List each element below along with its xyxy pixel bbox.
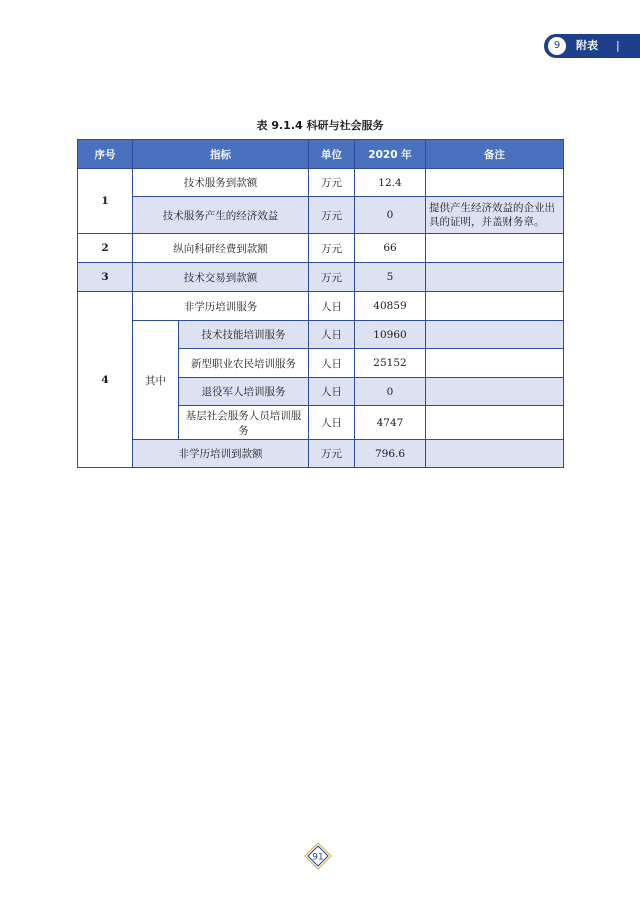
- table-row: [78, 197, 564, 234]
- header-year: 2020 年: [355, 140, 426, 169]
- unit-cell: 人日: [309, 321, 355, 349]
- header-indicator: 指标: [133, 140, 309, 169]
- header-seq: 序号: [78, 140, 133, 169]
- note-cell: [426, 440, 564, 468]
- seq-cell: 2: [78, 234, 133, 263]
- indicator-cell: 技术技能培训服务: [179, 321, 309, 349]
- unit-cell: 万元: [309, 197, 355, 234]
- unit-cell: 人日: [309, 349, 355, 378]
- value-cell: 5: [355, 263, 426, 292]
- note-cell: 提供产生经济效益的企业出具的证明，并盖财务章。: [426, 197, 564, 234]
- indicator-cell: 技术交易到款额: [133, 263, 309, 292]
- table-row: [78, 263, 564, 292]
- value-cell: 40859: [355, 292, 426, 321]
- value-cell: 12.4: [355, 169, 426, 197]
- note-cell: [426, 234, 564, 263]
- unit-cell: 人日: [309, 406, 355, 440]
- chapter-number-badge: 9: [548, 37, 566, 55]
- indicator-cell: 非学历培训服务: [133, 292, 309, 321]
- chapter-tab: [544, 34, 640, 58]
- group-label-cell: 其中: [133, 321, 179, 440]
- note-cell: [426, 378, 564, 406]
- indicator-cell: 纵向科研经费到款额: [133, 234, 309, 263]
- table-header-row: [78, 140, 564, 169]
- value-cell: 10960: [355, 321, 426, 349]
- note-cell: [426, 321, 564, 349]
- value-cell: 66: [355, 234, 426, 263]
- unit-cell: 人日: [309, 378, 355, 406]
- value-cell: 0: [355, 197, 426, 234]
- seq-cell: 4: [78, 292, 133, 468]
- indicator-cell: 技术服务产生的经济效益: [133, 197, 309, 234]
- seq-cell: 1: [78, 169, 133, 234]
- note-cell: [426, 292, 564, 321]
- header-separator: |: [616, 39, 620, 52]
- table-row: [78, 440, 564, 468]
- indicator-cell: 基层社会服务人员培训服务: [179, 406, 309, 440]
- unit-cell: 万元: [309, 234, 355, 263]
- table-row: [78, 169, 564, 197]
- indicator-cell: 非学历培训到款额: [133, 440, 309, 468]
- note-cell: [426, 406, 564, 440]
- value-cell: 0: [355, 378, 426, 406]
- indicator-cell: 新型职业农民培训服务: [179, 349, 309, 378]
- value-cell: 25152: [355, 349, 426, 378]
- table-row: [78, 234, 564, 263]
- section-label: 附表: [576, 39, 598, 52]
- header-unit: 单位: [309, 140, 355, 169]
- page-number: 91: [312, 852, 324, 863]
- indicator-cell: 退役军人培训服务: [179, 378, 309, 406]
- note-cell: [426, 169, 564, 197]
- unit-cell: 万元: [309, 440, 355, 468]
- research-service-table: [77, 139, 564, 468]
- seq-cell: 3: [78, 263, 133, 292]
- unit-cell: 万元: [309, 263, 355, 292]
- unit-cell: 万元: [309, 169, 355, 197]
- page-number-badge: [304, 842, 332, 870]
- unit-cell: 人日: [309, 292, 355, 321]
- table-row: [78, 321, 564, 349]
- header-note: 备注: [426, 140, 564, 169]
- table-caption: 表 9.1.4 科研与社会服务: [256, 119, 384, 132]
- value-cell: 4747: [355, 406, 426, 440]
- value-cell: 796.6: [355, 440, 426, 468]
- table-row: [78, 292, 564, 321]
- note-cell: [426, 263, 564, 292]
- indicator-cell: 技术服务到款额: [133, 169, 309, 197]
- note-cell: [426, 349, 564, 378]
